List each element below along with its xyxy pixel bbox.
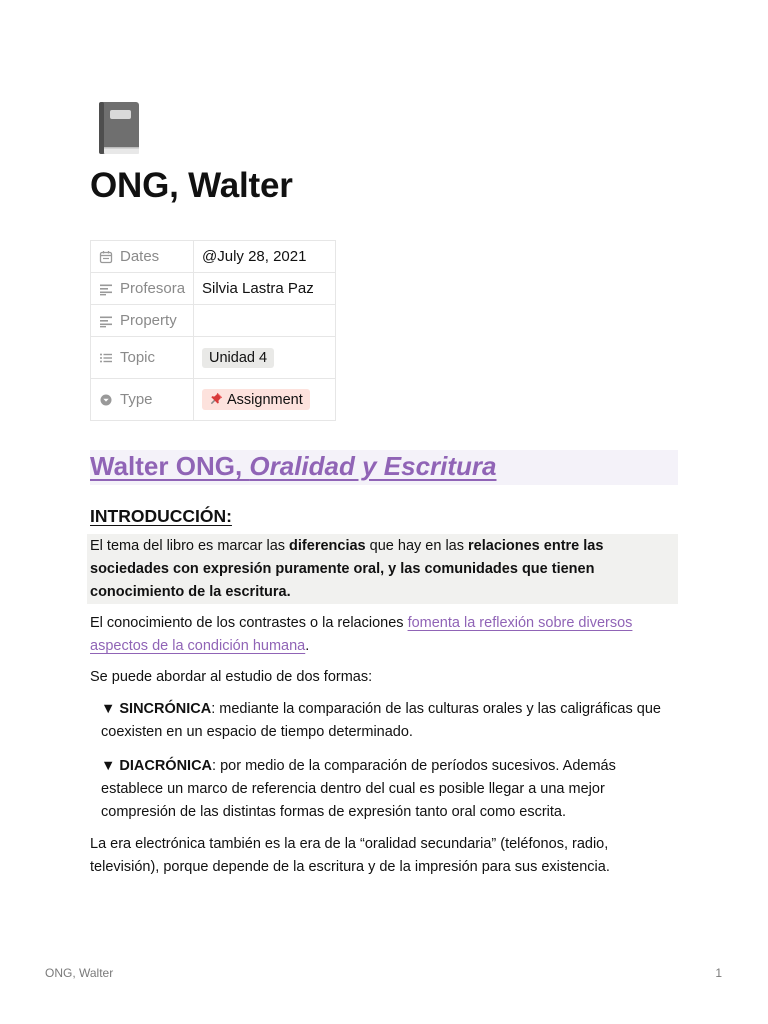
property-value-profesora[interactable]: Silvia Lastra Paz — [194, 273, 336, 305]
property-row-property — [91, 305, 336, 337]
toggle-arrow-icon[interactable]: ▼ — [101, 758, 116, 774]
toggle-diacronica[interactable]: ▼ DIACRÓNICA: por medio de la comparación de períodos sucesivos. Además establece un marco de referencia dentro del cual es posible llegar a una mejor compresión de las distintas formas de expresión tanto oral como escrita. — [101, 758, 616, 820]
heading-1: Walter ONG, Oralidad y Escritura — [90, 451, 497, 481]
inline-link[interactable]: fomenta la reflexión sobre diversos aspectos de la condición humana — [90, 615, 633, 654]
property-row-profesora — [91, 273, 336, 305]
property-key-type: Type — [120, 391, 153, 408]
list-icon — [99, 351, 113, 365]
property-row-type — [91, 379, 336, 421]
toggle-arrow-icon[interactable]: ▼ — [101, 701, 116, 717]
property-key-profesora: Profesora — [120, 280, 186, 297]
property-value-property[interactable] — [194, 305, 336, 337]
type-tag-label: Assignment — [227, 392, 303, 408]
intro-paragraph: El tema del libro es marcar las diferencias que hay en las relaciones entre las sociedades con expresión puramente oral, y las comunidades que tienen conocimiento de la escritura. — [90, 538, 604, 600]
select-circle-icon — [99, 393, 113, 407]
paragraph-contrastes: El conocimiento de los contrastes o la relaciones fomenta la reflexión sobre diversos aspectos de la condición humana. — [90, 615, 633, 654]
text-lines-icon — [99, 282, 113, 296]
topic-tag[interactable]: Unidad 4 — [202, 348, 274, 368]
property-row-topic — [91, 337, 336, 379]
closed-book-icon — [97, 101, 141, 155]
property-key-dates: Dates — [120, 248, 160, 265]
properties-table — [90, 240, 336, 421]
paragraph-formas: Se puede abordar al estudio de dos formas: — [90, 669, 373, 685]
text-lines-icon — [99, 314, 113, 328]
footer-title: ONG, Walter — [45, 966, 114, 980]
calendar-icon — [99, 250, 113, 264]
page-title: ONG, Walter — [90, 166, 293, 205]
paragraph-era-electronica: La era electrónica también es la era de la “oralidad secundaria” (teléfonos, radio, televisión), porque depende de la escritura y de la impresión para sus existencia. — [90, 836, 610, 875]
type-tag[interactable] — [202, 389, 310, 410]
property-key-property: Property — [120, 312, 177, 329]
property-row-dates — [91, 241, 336, 273]
heading-2: INTRODUCCIÓN: — [90, 506, 232, 526]
property-value-dates[interactable]: @July 28, 2021 — [194, 241, 336, 273]
property-key-topic: Topic — [120, 349, 156, 366]
pushpin-icon — [209, 391, 224, 406]
toggle-sincronica[interactable]: ▼ SINCRÓNICA: mediante la comparación de las culturas orales y las caligráficas que coexisten en un espacio de tiempo determinado. — [101, 701, 661, 740]
page-number: 1 — [715, 966, 722, 980]
